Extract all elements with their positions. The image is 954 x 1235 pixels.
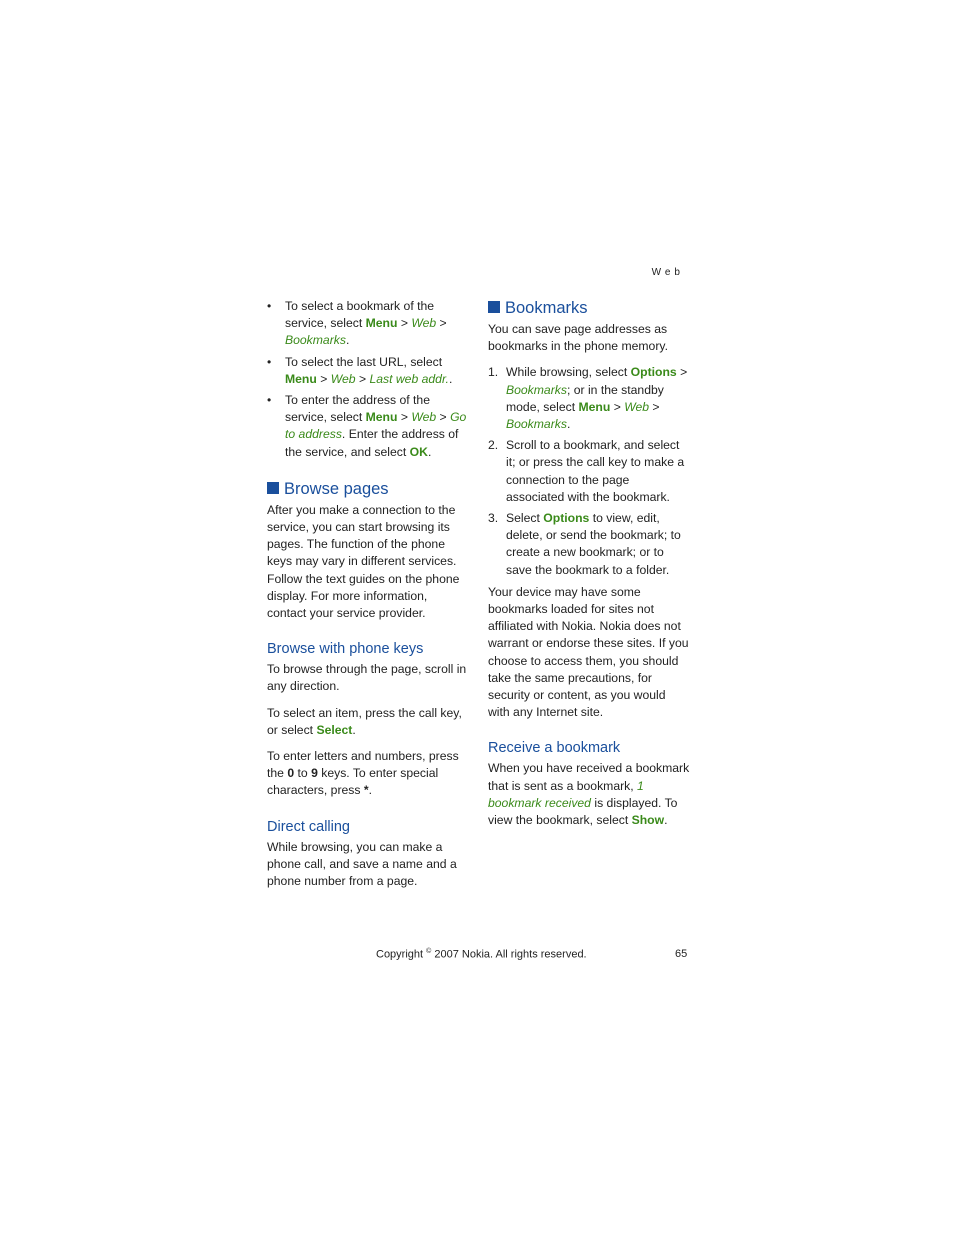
- list-item: [488, 364, 690, 433]
- text: To enter the address of the service, select: [285, 393, 430, 425]
- separator: >: [610, 399, 625, 414]
- text: . Enter the address of the service, and select: [285, 427, 459, 459]
- key-label: Menu: [365, 316, 398, 331]
- paragraph: After you make a connection to the service, you can start browsing its pages. The function of the phone keys may vary in different services. Follow the text guides on the phone display. For more information, contact your service provider.: [267, 502, 460, 621]
- separator: >: [397, 410, 412, 425]
- key-label: Options: [543, 511, 590, 526]
- list-item: [267, 392, 469, 461]
- text: When you have received a bookmark that is sent as a bookmark,: [488, 761, 690, 793]
- key-label: Options: [630, 365, 677, 380]
- text: 2007 Nokia. All rights reserved.: [431, 948, 587, 961]
- paragraph: While browsing, you can make a phone call, and save a name and a phone number from a page.: [267, 839, 457, 889]
- text: to: [294, 766, 312, 781]
- menu-item-label: Bookmarks: [285, 333, 346, 348]
- key-label: Show: [631, 813, 665, 828]
- paragraph: [267, 748, 469, 800]
- page-number: 65: [675, 948, 688, 960]
- text: Copyright: [376, 948, 427, 961]
- heading-text: Browse pages: [284, 479, 389, 498]
- separator: >: [649, 399, 660, 414]
- text: To enter letters and numbers, press the: [267, 749, 459, 781]
- key-label: Menu: [365, 410, 398, 425]
- text: To select the last URL, select: [285, 354, 443, 369]
- subheading-receive-a-bookmark: Receive a bookmark: [488, 740, 621, 757]
- section-heading-bookmarks: [488, 298, 690, 318]
- paragraph: To browse through the page, scroll in any direction.: [267, 662, 467, 694]
- menu-item-label: Web: [330, 371, 356, 386]
- separator: >: [436, 316, 447, 331]
- subheading-browse-with-phone-keys: Browse with phone keys: [267, 641, 424, 658]
- text: .: [352, 722, 356, 737]
- menu-item-label: Last web addr.: [369, 371, 449, 386]
- bookmark-steps: [488, 364, 690, 578]
- paragraph: [267, 705, 469, 739]
- key-label: Menu: [285, 371, 317, 386]
- key-glyph: 0: [287, 766, 295, 781]
- key-label: Select: [316, 722, 353, 737]
- subheading-direct-calling: Direct calling: [267, 818, 350, 835]
- paragraph: Your device may have some bookmarks loaded for sites not affiliated with Nokia. Nokia does not warrant or endorse these sites. If you choose to access them, you should take the same precautions, for security or content, as you would with any Internet site.: [488, 584, 689, 720]
- menu-item-label: Go to address: [285, 410, 467, 442]
- text: Scroll to a bookmark, and select it; or press the call key to make a connection to the page associated with the bookmark.: [506, 438, 685, 504]
- list-item: [488, 510, 690, 579]
- text: is displayed. To view the bookmark, select: [488, 795, 678, 828]
- step-number: 2.: [488, 438, 499, 453]
- text: While browsing, select: [506, 365, 631, 380]
- heading-text: Bookmarks: [505, 299, 588, 317]
- text: to view, edit, delete, or send the bookmark; to create a new bookmark; or to save the bookmark to a folder.: [506, 511, 681, 577]
- paragraph: You can save page addresses as bookmarks in the phone memory.: [488, 322, 668, 354]
- copyright-symbol: ©: [426, 948, 432, 955]
- heading-square-icon: [267, 482, 279, 494]
- menu-item-label: Bookmarks: [506, 417, 567, 432]
- display-text: 1 bookmark received: [488, 778, 644, 810]
- text: keys. To enter special characters, press: [267, 766, 439, 798]
- step-number: 3.: [488, 511, 499, 526]
- menu-item-label: Web: [411, 316, 437, 331]
- separator: >: [397, 316, 412, 331]
- heading-square-icon: [488, 301, 500, 313]
- separator: >: [316, 371, 331, 386]
- menu-item-label: Web: [624, 399, 650, 414]
- separator: >: [676, 365, 688, 380]
- separator: >: [436, 410, 451, 425]
- section-heading-browse-pages: [267, 479, 469, 499]
- key-label: OK: [409, 444, 428, 459]
- left-column: [267, 298, 469, 899]
- text: .: [427, 444, 432, 459]
- copyright-footer: [376, 948, 587, 961]
- text: .: [368, 783, 372, 798]
- text: .: [566, 417, 571, 432]
- text: .: [345, 333, 350, 348]
- key-glyph: 9: [311, 766, 318, 781]
- text: Select: [506, 511, 544, 526]
- step-number: 1.: [488, 365, 499, 380]
- text: ; or in the standby mode, select: [506, 382, 664, 414]
- menu-item-label: Bookmarks: [506, 382, 567, 397]
- bookmark-options-list: [267, 298, 469, 461]
- right-column: [488, 298, 690, 838]
- list-item: [488, 437, 690, 506]
- list-item: [267, 354, 469, 388]
- separator: >: [355, 371, 370, 386]
- text: To select a bookmark of the service, select: [285, 299, 435, 331]
- running-header: Web: [651, 267, 684, 278]
- list-item: [267, 298, 469, 350]
- text: To select an item, press the call key, or select: [267, 705, 462, 737]
- paragraph: [488, 760, 690, 829]
- key-glyph: *: [363, 783, 369, 798]
- text: .: [664, 813, 668, 828]
- key-label: Menu: [578, 399, 611, 414]
- text: .: [448, 371, 453, 386]
- menu-item-label: Web: [411, 410, 437, 425]
